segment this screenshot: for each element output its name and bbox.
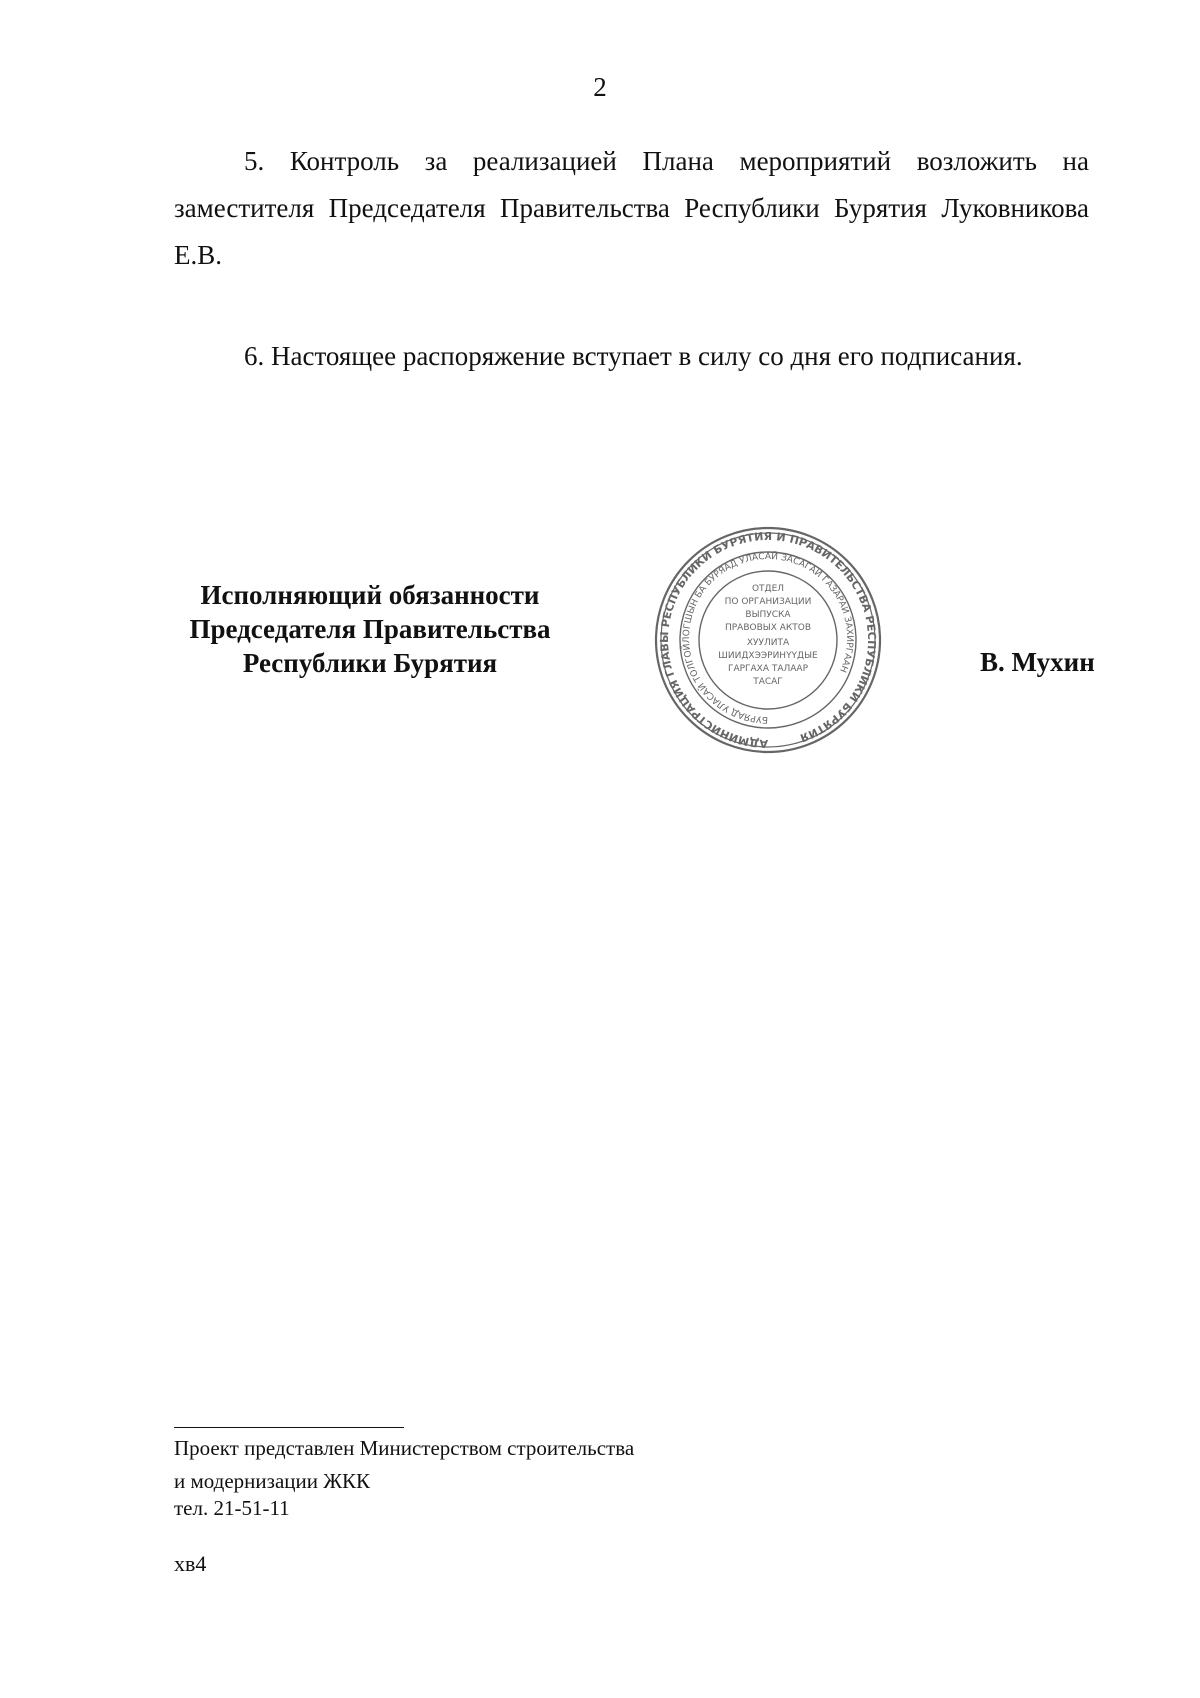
signatory-title <box>170 578 570 680</box>
page-number: 2 <box>593 72 607 102</box>
paragraph-5-text: 5. Контроль за реализацией Плана мероприятий возложить на заместителя Председателя Правительства Республики Бурятия Луковникова Е.В. <box>174 146 1089 270</box>
footnote-divider <box>174 1427 404 1428</box>
seal-center-line-2: ПО ОРГАНИЗАЦИИ <box>724 597 812 607</box>
seal-center-line-8: ТАСАГ <box>753 677 783 687</box>
seal-center-line-7: ГАРГАХА ТАЛААР <box>727 664 809 674</box>
official-seal-icon <box>648 525 888 755</box>
signatory-title-line-1: Исполняющий обязанности <box>200 580 540 610</box>
seal-inner-text: БУРЯАД УЛАСАЙ ТОЛГОЙЛОГШЫН БА БУРЯАД УЛАСАЙ ЗАСАГАЙ ГАЗАРАЙ ЗАХИРГААН <box>681 551 855 725</box>
paragraph-6 <box>174 333 1089 380</box>
footnote-line-2: и модернизации ЖКК <box>174 1469 371 1493</box>
signatory-name: В. Мухин <box>980 647 1095 677</box>
seal-outer-text: АДМИНИСТРАЦИЯ ГЛАВЫ РЕСПУБЛИКИ БУРЯТИЯ И ПРАВИТЕЛЬСТВА РЕСПУБЛИКИ БУРЯТИЯ <box>657 529 879 751</box>
seal-center-line-1: ОТДЕЛ <box>751 584 785 594</box>
seal-center-line-3: ВЫПУСКА <box>745 610 791 620</box>
seal-center-line-4: ПРАВОВЫХ АКТОВ <box>724 623 812 633</box>
paragraph-6-text: 6. Настоящее распоряжение вступает в силу со дня его подписания. <box>244 341 1023 371</box>
paragraph-5 <box>174 138 1089 279</box>
signatory-title-line-2: Председателя Правительства <box>189 614 551 644</box>
seal-center-line-5: ХУУЛИТА <box>746 638 790 648</box>
document-code: хв4 <box>174 1551 207 1576</box>
footnote-line-1: Проект представлен Министерством строительства <box>174 1436 635 1460</box>
signatory-title-line-3: Республики Бурятия <box>242 648 498 678</box>
footnote-phone: тел. 21-51-11 <box>174 1496 290 1520</box>
seal-center-line-6: ШИИДХЭЭРИНҮҮДЫЕ <box>718 651 818 661</box>
